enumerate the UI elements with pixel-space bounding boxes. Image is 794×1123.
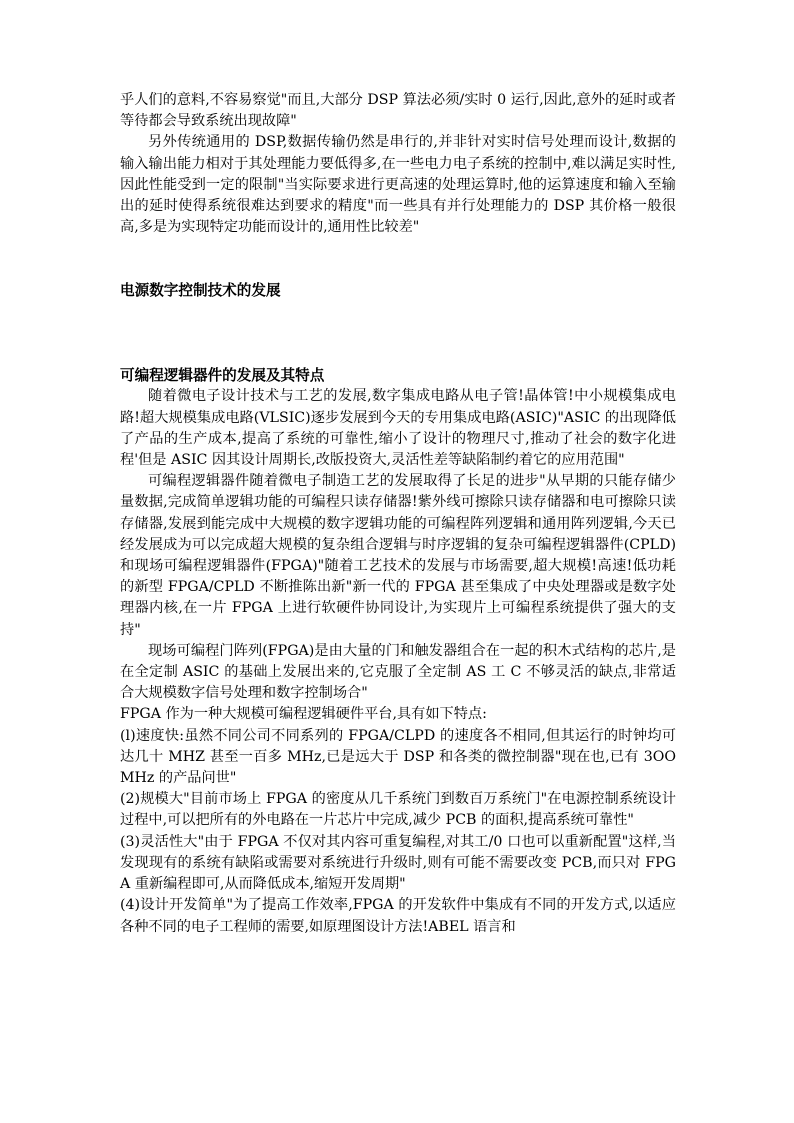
list-item-scale: (2)规模大"目前市场上 FPGA 的密度从几千系统门到数百万系统门"在电源控制系统设计过程中,可以把所有的外电路在一片芯片中完成,减少 PCB 的面积,提高系统可靠性": [120, 791, 676, 829]
body-text-top: [120, 90, 676, 238]
section-heading-programmable-logic: 可编程逻辑器件的发展及其特点: [120, 367, 325, 385]
document-page: [120, 90, 676, 938]
body-text-fpga: [120, 386, 676, 937]
paragraph: 可编程逻辑器件随着微电子制造工艺的发展取得了长足的进步"从早期的只能存储少量数据,完成简单逻辑功能的可编程只读存储器!紫外线可擦除只读存储器和电可擦除只读存储器,发展到能完成中大规模的数字逻辑功能的可编程阵列逻辑和通用阵列逻辑,今天已经发展成为可以完成超大规模的复杂组合逻辑与时序逻辑的复杂可编程逻辑器件(CPLD)和现场可编程逻辑器件(FPGA)"随着工艺技术的发展与市场需要,超大规模!高速!低功耗的新型 FPGA/CPLD 不断推陈出新"新一代的 FPGA 甚至集成了中央处理器或是数字处理器内核,在一片 FPGA 上进行软硬件协同设计,为实现片上可编程系统提供了强大的支持": [120, 473, 676, 638]
list-item-design-simplicity: (4)设计开发简单"为了提高工作效率,FPGA 的开发软件中集成有不同的开发方式,以适应各种不同的电子工程师的需要,如原理图设计方法!ABEL 语言和: [120, 897, 676, 935]
paragraph: 乎人们的意料,不容易察觉"而且,大部分 DSP 算法必须/实时 0 运行,因此,意外的延时或者等待都会导致系统出现故障": [120, 92, 676, 130]
paragraph: 现场可编程门阵列(FPGA)是由大量的门和触发器组合在一起的积木式结构的芯片,是在全定制 ASIC 的基础上发展出来的,它克服了全定制 AS 工 C 不够灵活的缺点,非常适合大规模数字信号处理和数字控制场合": [120, 642, 676, 702]
paragraph: 另外传统通用的 DSP,数据传输仍然是串行的,并非针对实时信号处理而设计,数据的输入输出能力相对于其处理能力要低得多,在一些电力电子系统的控制中,难以满足实时性,因此性能受到一定的限制"当实际要求进行更高速的处理运算时,他的运算速度和输入至输出的延时使得系统很难达到要求的精度"而一些具有并行处理能力的 DSP 其价格一般很高,多是为实现特定功能而设计的,通用性比较差": [120, 134, 676, 236]
list-item-speed: (l)速度快:虽然不同公司不同系列的 FPGA/CLPD 的速度各不相同,但其运行的时钟均可达几十 MHZ 甚至一百多 MHz,已是远大于 DSP 和各类的微控制器"现在也,已有 3OOMHz 的产品问世": [120, 727, 676, 787]
paragraph: 随着微电子设计技术与工艺的发展,数字集成电路从电子管!晶体管!中小规模集成电路!超大规模集成电路(VLSIC)逐步发展到今天的专用集成电路(ASIC)"ASIC 的出现降低了产品的生产成本,提高了系统的可靠性,缩小了设计的物理尺寸,推动了社会的数字化进程'但是 ASIC 因其设计周期长,改版投资大,灵活性差等缺陷制约着它的应用范围": [120, 388, 676, 469]
list-item-flexibility: (3)灵活性大"由于 FPGA 不仅对其内容可重复编程,对其工/0 口也可以重新配置"这样,当发现现有的系统有缺陷或需要对系统进行升级时,则有可能不需要改变 PCB,而只对 FPGA 重新编程即可,从而降低成本,缩短开发周期": [120, 833, 676, 893]
section-heading-power-digital-control: 电源数字控制技术的发展: [120, 282, 281, 300]
paragraph: FPGA 作为一种大规模可编程逻辑硬件平台,具有如下特点:: [120, 706, 487, 723]
